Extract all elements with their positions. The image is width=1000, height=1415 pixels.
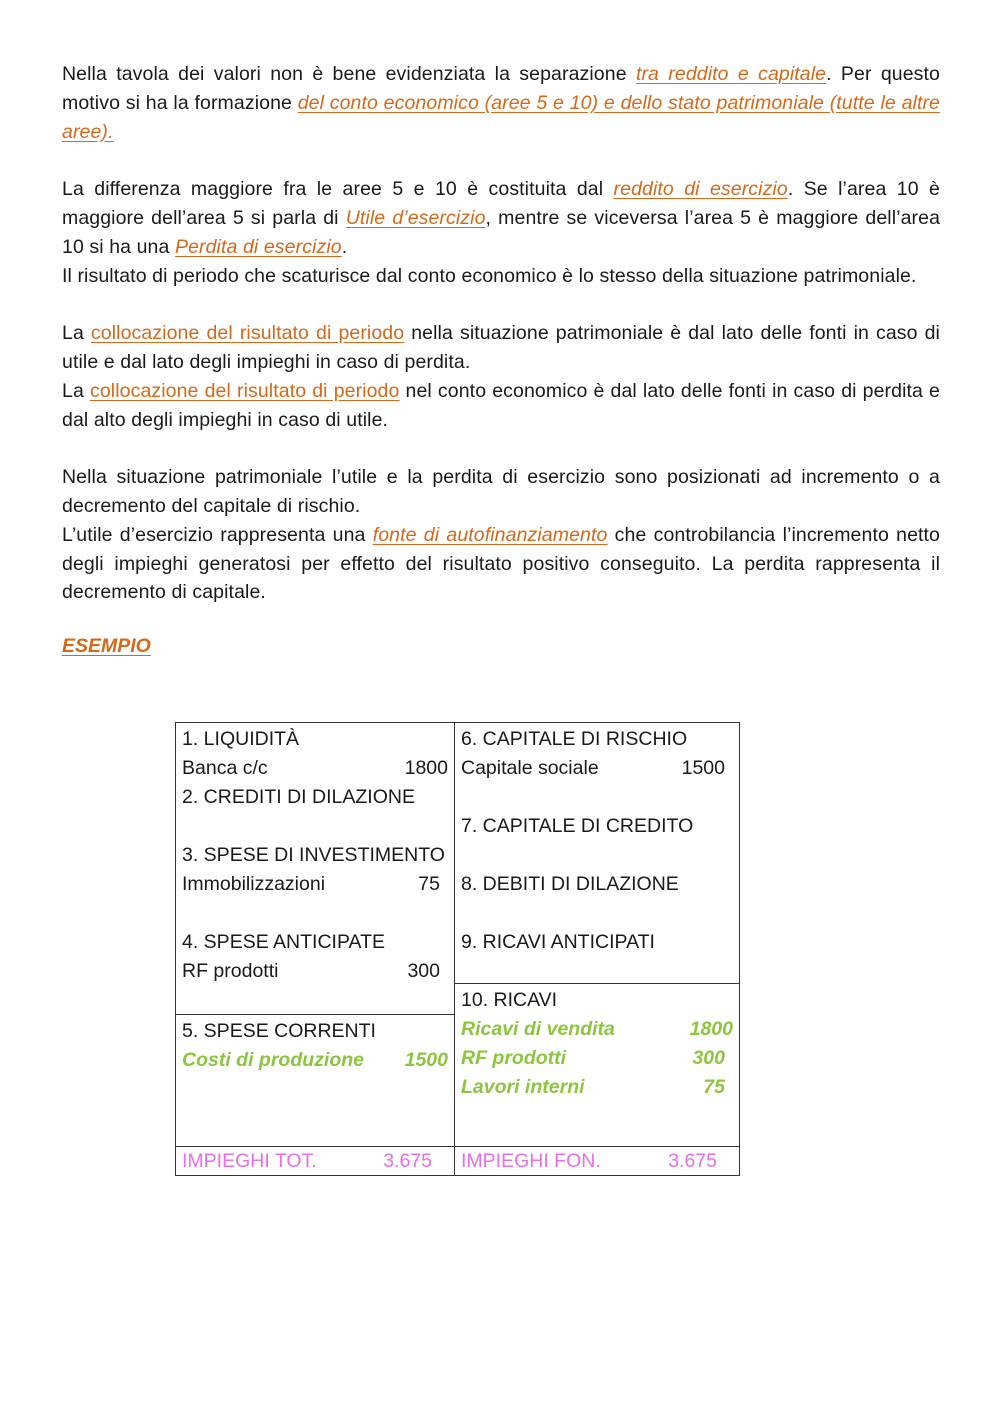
row-label: 5. SPESE CORRENTI bbox=[182, 1020, 376, 1042]
paragraph-7 bbox=[62, 521, 940, 607]
row-label: 2. CREDITI DI DILAZIONE bbox=[182, 786, 415, 808]
text: . bbox=[341, 235, 348, 258]
left-bottom-cell bbox=[176, 1015, 455, 1147]
left-total-cell bbox=[176, 1147, 455, 1176]
row-costi: Costi di produzione 1500 bbox=[182, 1049, 448, 1071]
right-total-cell bbox=[455, 1147, 740, 1176]
example-heading: ESEMPIO bbox=[62, 635, 151, 658]
text: . Se l’area 10 è maggiore dell’area 5 si parla di bbox=[62, 178, 940, 229]
highlight-link[interactable]: Utile d’esercizio bbox=[345, 206, 486, 229]
row-label: 1. LIQUIDITÀ bbox=[182, 728, 300, 750]
paragraph-5 bbox=[62, 377, 940, 435]
row-rf-prodotti: RF prodotti 300 bbox=[182, 960, 440, 982]
highlight-link[interactable]: collocazione del risultato di periodo bbox=[90, 322, 405, 345]
paragraph-6: Nella situazione patrimoniale l’utile e la perdita di esercizio sono posizionati ad incremento o a decremento del capitale di rischio. bbox=[62, 466, 940, 517]
text: Nella tavola dei valori non è bene evidenziata la separazione bbox=[62, 63, 636, 85]
row-label: 8. DEBITI DI DILAZIONE bbox=[461, 873, 679, 895]
row-banca: Banca c/c 1800 bbox=[182, 757, 448, 779]
text: La bbox=[62, 322, 91, 345]
paragraph-2 bbox=[62, 175, 940, 261]
text: che controbilancia l’incremento netto degli impieghi generatosi per effetto del risultato positivo conseguito. La perdita rappresenta il decremento di capitale. bbox=[62, 523, 940, 604]
balance-table bbox=[175, 722, 740, 1176]
highlight-link[interactable]: reddito di esercizio bbox=[613, 178, 788, 201]
row-label: 3. SPESE DI INVESTIMENTO bbox=[182, 844, 445, 866]
paragraph-4 bbox=[62, 319, 940, 377]
text: La differenza maggiore fra le aree 5 e 10 è costituita dal bbox=[62, 178, 614, 201]
highlight-link[interactable]: fonte di autofinanziamento bbox=[372, 523, 608, 546]
highlight-link[interactable]: collocazione del risultato di periodo bbox=[89, 379, 400, 402]
row-ricavi: Ricavi di vendita 1800 bbox=[461, 1018, 733, 1040]
row-lavori: Lavori interni 75 bbox=[461, 1076, 725, 1098]
right-top-cell bbox=[455, 723, 740, 1015]
text: . bbox=[108, 120, 114, 143]
highlight-link[interactable]: del conto economico (aree 5 e 10) e dello stato patrimoniale (tutte le altre aree) bbox=[62, 91, 940, 143]
paragraph-3: Il risultato di periodo che scaturisce dal conto economico è lo stesso della situazione patrimoniale. bbox=[62, 264, 917, 287]
row-rf-prodotti: RF prodotti 300 bbox=[461, 1047, 725, 1069]
text: nella situazione patrimoniale è dal lato delle fonti in caso di utile e dal lato degli impieghi in caso di perdita. bbox=[62, 322, 940, 373]
text: . Per questo motivo si ha la formazione bbox=[62, 63, 940, 114]
total-fonti: IMPIEGHI FON. 3.675 bbox=[461, 1150, 717, 1172]
highlight-link[interactable]: Perdita di esercizio bbox=[174, 235, 342, 258]
row-label: 7. CAPITALE DI CREDITO bbox=[461, 815, 694, 837]
row-label: 6. CAPITALE DI RISCHIO bbox=[461, 728, 688, 750]
text: L’utile d’esercizio rappresenta una bbox=[62, 523, 373, 546]
highlight-link[interactable]: tra reddito e capitale bbox=[635, 63, 827, 85]
total-impieghi: IMPIEGHI TOT. 3.675 bbox=[182, 1150, 432, 1172]
row-label: 10. RICAVI bbox=[461, 989, 558, 1011]
paragraph-1 bbox=[62, 60, 940, 146]
right-bottom-cell bbox=[455, 989, 740, 1147]
document-body bbox=[62, 60, 940, 658]
text: La bbox=[62, 379, 90, 402]
row-label: 4. SPESE ANTICIPATE bbox=[182, 931, 386, 953]
left-top-cell bbox=[176, 723, 455, 1015]
row-immobilizzazioni: Immobilizzazioni 75 bbox=[182, 873, 440, 895]
text: , mentre se viceversa l’area 5 è maggiore dell’area 10 si ha una bbox=[62, 206, 941, 258]
text: nel conto economico è dal lato delle fonti in caso di perdita e dal alto degli impieghi in caso di utile. bbox=[62, 379, 940, 431]
row-capitale-sociale: Capitale sociale 1500 bbox=[461, 757, 725, 779]
row-label: 9. RICAVI ANTICIPATI bbox=[461, 931, 655, 953]
